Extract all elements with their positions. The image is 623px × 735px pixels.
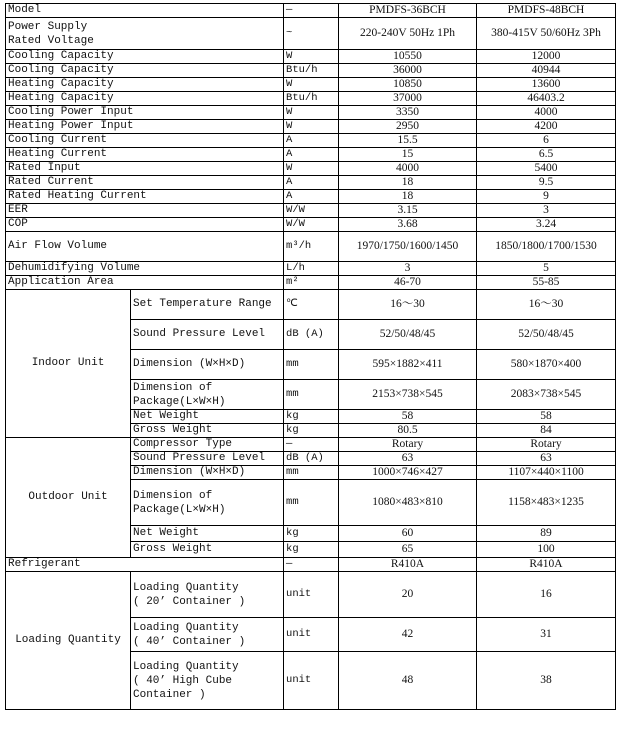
value-a: 3 [339,262,477,276]
model-b-header: PMDFS-48BCH [477,4,616,18]
value-b: 380-415V 50/60Hz 3Ph [477,18,616,50]
row-label: Gross Weight [131,542,284,558]
unit-cell: kg [284,410,339,424]
value-a: 58 [339,410,477,424]
unit-cell: m³/h [284,232,339,262]
value-b: 12000 [477,50,616,64]
table-row [6,148,616,162]
value-b: 9.5 [477,176,616,190]
row-label: EER [6,204,284,218]
package-label-line1: Dimension of [133,381,213,394]
row-label [131,480,284,526]
loading-label-line2: ( 40’ Container ) [133,635,246,648]
value-a: 46-70 [339,276,477,290]
value-b: 63 [477,452,616,466]
row-label: Heating Capacity [6,92,284,106]
unit-cell: W/W [284,204,339,218]
value-a: 18 [339,176,477,190]
unit-cell: kg [284,526,339,542]
value-a: 220-240V 50Hz 1Ph [339,18,477,50]
row-label: Sound Pressure Level [131,452,284,466]
unit-cell: unit [284,572,339,618]
unit-cell: Btu/h [284,92,339,106]
value-a: 52/50/48/45 [339,320,477,350]
table-row [6,190,616,204]
unit-cell: A [284,190,339,204]
outdoor-unit-group: Outdoor Unit [6,438,131,558]
value-a: 1970/1750/1600/1450 [339,232,477,262]
indoor-unit-group: Indoor Unit [6,290,131,438]
value-b: 2083×738×545 [477,380,616,410]
table-row [6,50,616,64]
table-row [6,572,616,618]
value-b: 4000 [477,106,616,120]
table-row [6,64,616,78]
value-b: R410A [477,558,616,572]
value-b: 58 [477,410,616,424]
loading-label-line1: Loading Quantity [133,581,239,594]
value-b: 9 [477,190,616,204]
value-b: 16 [477,572,616,618]
package-label-line2: Package(L×W×H) [133,395,226,408]
table-row [6,276,616,290]
value-a: 65 [339,542,477,558]
table-row [6,262,616,276]
loading-label-line3: Container ) [133,688,206,701]
row-label: Cooling Power Input [6,106,284,120]
row-label [131,572,284,618]
model-a-header: PMDFS-36BCH [339,4,477,18]
table-row [6,218,616,232]
loading-label-line1: Loading Quantity [133,621,239,634]
value-b: 31 [477,618,616,652]
value-a: 15 [339,148,477,162]
value-b: 52/50/48/45 [477,320,616,350]
table-row [6,18,616,50]
row-label: Application Area [6,276,284,290]
value-a: 16～30 [339,290,477,320]
value-b: 5 [477,262,616,276]
table-row [6,106,616,120]
value-a: 3.15 [339,204,477,218]
value-a: 1000×746×427 [339,466,477,480]
package-label-line1: Dimension of [133,489,213,502]
value-a: 10550 [339,50,477,64]
unit-cell: Btu/h [284,64,339,78]
unit-cell: ~ [284,18,339,50]
value-a: Rotary [339,438,477,452]
value-b: 4200 [477,120,616,134]
unit-cell: mm [284,480,339,526]
table-row [6,120,616,134]
unit-cell: W [284,78,339,92]
row-label: Net Weight [131,410,284,424]
row-label: Cooling Capacity [6,50,284,64]
value-b: 3 [477,204,616,218]
unit-cell: W [284,106,339,120]
value-b: 13600 [477,78,616,92]
loading-label-line2: ( 40’ High Cube [133,674,233,687]
value-a: 20 [339,572,477,618]
spec-table [5,3,616,710]
value-a: 63 [339,452,477,466]
row-label [131,652,284,710]
unit-cell: — [284,4,339,18]
value-a: 42 [339,618,477,652]
table-row [6,162,616,176]
value-b: 5400 [477,162,616,176]
table-row [6,438,616,452]
unit-cell: mm [284,350,339,380]
unit-cell: ℃ [284,290,339,320]
value-a: 18 [339,190,477,204]
value-b: 1158×483×1235 [477,480,616,526]
value-b: 89 [477,526,616,542]
row-label: Rated Input [6,162,284,176]
value-b: 46403.2 [477,92,616,106]
value-a: 4000 [339,162,477,176]
row-label: Gross Weight [131,424,284,438]
unit-cell: W [284,50,339,64]
value-a: 595×1882×411 [339,350,477,380]
value-b: 16～30 [477,290,616,320]
table-row [6,232,616,262]
unit-cell: L/h [284,262,339,276]
unit-cell: unit [284,618,339,652]
row-label: Dimension (W×H×D) [131,350,284,380]
unit-cell: m² [284,276,339,290]
row-label: Heating Power Input [6,120,284,134]
value-a: 2153×738×545 [339,380,477,410]
unit-cell: unit [284,652,339,710]
table-row [6,78,616,92]
value-b: 1107×440×1100 [477,466,616,480]
value-a: 2950 [339,120,477,134]
unit-cell: kg [284,424,339,438]
table-row [6,134,616,148]
value-a: 48 [339,652,477,710]
table-row [6,176,616,190]
row-label: Cooling Capacity [6,64,284,78]
unit-cell: — [284,438,339,452]
value-b: 38 [477,652,616,710]
table-row [6,92,616,106]
unit-cell: A [284,134,339,148]
value-a: 10850 [339,78,477,92]
row-label: Dimension (W×H×D) [131,466,284,480]
row-label: Dehumidifying Volume [6,262,284,276]
row-label [6,18,284,50]
table-row [6,204,616,218]
value-b: 6.5 [477,148,616,162]
row-label [131,380,284,410]
row-label: Air Flow Volume [6,232,284,262]
value-a: 37000 [339,92,477,106]
package-label-line2: Package(L×W×H) [133,503,226,516]
table-row [6,290,616,320]
loading-label-line2: ( 20’ Container ) [133,595,246,608]
loading-label-line1: Loading Quantity [133,660,239,673]
value-b: 3.24 [477,218,616,232]
table-row [6,558,616,572]
unit-cell: dB (A) [284,320,339,350]
row-label: Set Temperature Range [131,290,284,320]
value-a: 80.5 [339,424,477,438]
value-b: 55-85 [477,276,616,290]
rated-voltage-label: Rated Voltage [8,34,94,47]
value-b: Rotary [477,438,616,452]
unit-cell: kg [284,542,339,558]
unit-cell: W/W [284,218,339,232]
row-label: Net Weight [131,526,284,542]
value-b: 6 [477,134,616,148]
unit-cell: A [284,176,339,190]
value-a: 3.68 [339,218,477,232]
value-a: 1080×483×810 [339,480,477,526]
row-label: Refrigerant [6,558,284,572]
row-label: Cooling Current [6,134,284,148]
unit-cell: — [284,558,339,572]
loading-quantity-group: Loading Quantity [6,572,131,710]
value-b: 40944 [477,64,616,78]
unit-cell: A [284,148,339,162]
unit-cell: mm [284,466,339,480]
row-label: Sound Pressure Level [131,320,284,350]
value-a: R410A [339,558,477,572]
value-a: 60 [339,526,477,542]
row-label [131,618,284,652]
row-label: Heating Current [6,148,284,162]
power-supply-label: Power Supply [8,20,88,33]
value-a: 15.5 [339,134,477,148]
unit-cell: W [284,162,339,176]
value-b: 100 [477,542,616,558]
value-b: 1850/1800/1700/1530 [477,232,616,262]
row-label: Rated Current [6,176,284,190]
row-label: Model [6,4,284,18]
unit-cell: W [284,120,339,134]
row-label: Rated Heating Current [6,190,284,204]
value-a: 36000 [339,64,477,78]
unit-cell: mm [284,380,339,410]
row-label: Heating Capacity [6,78,284,92]
table-row [6,4,616,18]
unit-cell: dB (A) [284,452,339,466]
value-b: 84 [477,424,616,438]
row-label: COP [6,218,284,232]
row-label: Compressor Type [131,438,284,452]
value-a: 3350 [339,106,477,120]
value-b: 580×1870×400 [477,350,616,380]
